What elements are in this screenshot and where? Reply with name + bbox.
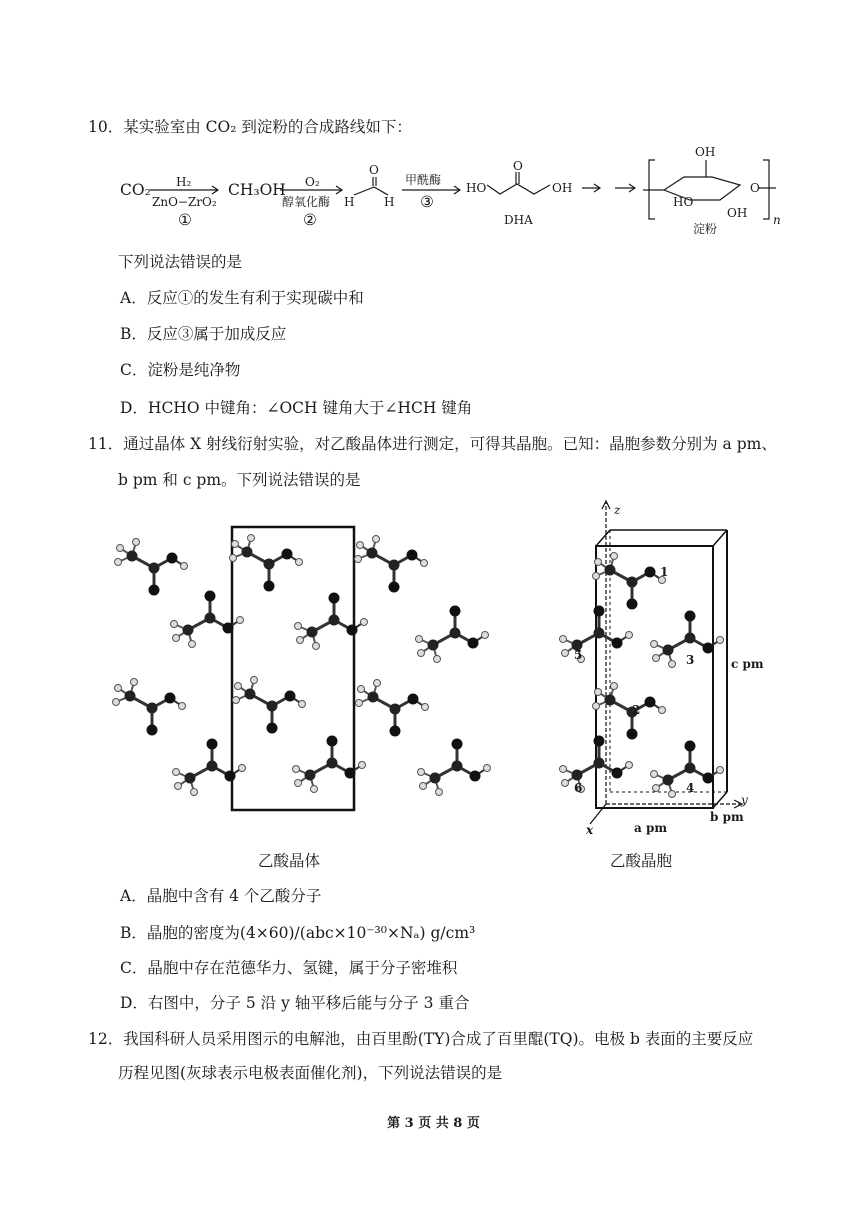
route-circ1: ① [178, 211, 192, 229]
route-o2: O₂ [305, 175, 320, 189]
dha-o: O [513, 159, 523, 173]
q12-line2: 历程见图(灰球表示电极表面催化剂)，下列说法错误的是 [118, 1064, 503, 1082]
axis-y-label: y [741, 793, 748, 807]
label-a-pm: a pm [634, 821, 668, 835]
q11-stem-line2: b pm 和 c pm。下列说法错误的是 [118, 471, 361, 489]
starch-label: 淀粉 [693, 222, 718, 236]
dha-ho: HO [466, 181, 487, 195]
starch-oh-top: OH [695, 145, 716, 159]
route-enzyme2: 醇氧化酶 [282, 195, 331, 209]
formaldehyde-o: O [369, 163, 379, 177]
q11-option-b: B．晶胞的密度为(4×60)/(abc×10⁻³⁰×Nₐ) g/cm³ [120, 924, 476, 942]
starch-ho: HO [673, 195, 694, 209]
q12-line1: 12．我国科研人员采用图示的电解池，由百里酚(TY)合成了百里醌(TQ)。电极 b 表面的主要反应 [88, 1030, 754, 1048]
axis-z-label: z [614, 503, 621, 517]
route-h2: H₂ [176, 175, 192, 189]
q10-option-c: C．淀粉是纯净物 [120, 361, 241, 379]
formaldehyde-h2: H [384, 195, 395, 209]
q10-stem: 10．某实验室由 CO₂ 到淀粉的合成路线如下： [88, 118, 412, 136]
axis-x-label: x [586, 823, 594, 837]
molecule-number-1: 1 [660, 565, 669, 579]
dha-label: DHA [504, 213, 533, 227]
starch-n: n [773, 213, 781, 227]
q10-option-b: B．反应③属于加成反应 [120, 325, 287, 343]
q11-option-c: C．晶胞中存在范德华力、氢键，属于分子密堆积 [120, 959, 458, 977]
crystal-caption: 乙酸晶体 [258, 852, 321, 870]
q10-option-d: D．HCHO 中键角：∠OCH 键角大于∠HCH 键角 [120, 399, 473, 417]
q10-prompt: 下列说法错误的是 [118, 253, 243, 271]
formaldehyde-h1: H [344, 195, 355, 209]
starch-o: O [750, 181, 760, 195]
route-enzyme3: 甲酰酶 [405, 173, 442, 187]
route-cat1: ZnO−ZrO₂ [152, 195, 217, 209]
q11-option-d: D．右图中，分子 5 沿 y 轴平移后能与分子 3 重合 [120, 994, 470, 1012]
route-circ3: ③ [420, 193, 434, 211]
molecule-number-5: 5 [574, 648, 583, 662]
dha-oh: OH [552, 181, 573, 195]
molecule-number-4: 4 [686, 781, 695, 795]
route-co2: CO₂ [120, 181, 151, 199]
molecule-number-2: 2 [632, 703, 641, 717]
molecule-number-3: 3 [686, 653, 695, 667]
starch-oh: OH [727, 206, 748, 220]
q11-option-a: A．晶胞中含有 4 个乙酸分子 [120, 887, 322, 905]
route-methanol: CH₃OH [228, 181, 286, 199]
label-c-pm: c pm [731, 657, 764, 671]
molecule-number-6: 6 [574, 781, 583, 795]
q11-stem-line1: 11．通过晶体 X 射线衍射实验，对乙酸晶体进行测定，可得其晶胞。已知：晶胞参数分别为 a pm、 [88, 435, 777, 453]
label-b-pm: b pm [710, 810, 744, 824]
route-circ2: ② [303, 211, 317, 229]
q10-option-a: A．反应①的发生有利于实现碳中和 [120, 289, 364, 307]
page-footer: 第 3 页 共 8 页 [387, 1116, 480, 1131]
unit-cell-caption: 乙酸晶胞 [610, 852, 673, 870]
